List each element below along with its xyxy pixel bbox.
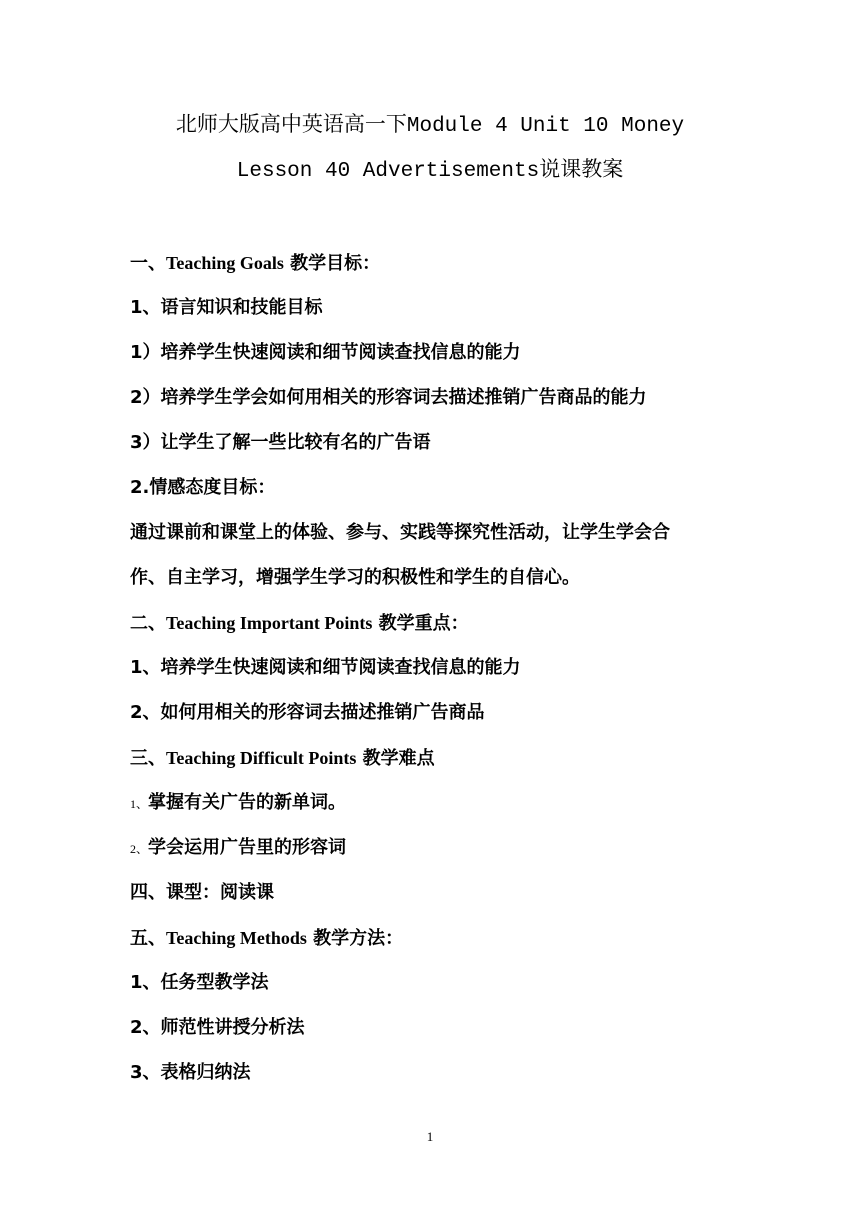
line-text: 课型：阅读课 <box>166 882 274 903</box>
line-prefix: 四、 <box>130 882 166 903</box>
line-english: Teaching Methods <box>166 928 307 948</box>
line-text: 任务型教学法 <box>160 972 269 993</box>
line-english: Teaching Difficult Points <box>166 748 357 768</box>
line-prefix: 三、 <box>130 748 166 769</box>
paragraph-line <box>130 519 740 547</box>
line-prefix: 1、 <box>130 972 161 993</box>
list-item <box>130 969 740 997</box>
line-text: 教学方法： <box>306 928 404 949</box>
section-heading-lesson-type <box>130 879 740 907</box>
list-item <box>130 834 740 863</box>
line-prefix: 2、 <box>130 842 149 856</box>
subheading-emotional-goals <box>130 474 740 502</box>
line-text: 掌握有关广告的新单词。 <box>148 792 347 813</box>
document-title-line-1: 北师大版高中英语高一下Module 4 Unit 10 Money <box>175 115 685 138</box>
line-prefix: 3、 <box>130 1062 161 1083</box>
line-text: 培养学生快速阅读和细节阅读查找信息的能力 <box>160 657 521 678</box>
line-text: 教学目标： <box>283 253 381 274</box>
line-english: Teaching Goals <box>166 253 284 273</box>
line-prefix: 五、 <box>130 928 166 949</box>
line-text: 情感态度目标： <box>149 477 276 498</box>
page-number: 1 <box>426 1129 434 1144</box>
line-text: 作、自主学习，增强学生学习的积极性和学生的自信心。 <box>130 567 580 588</box>
line-text: 教学难点 <box>356 748 435 769</box>
section-heading-teaching-goals <box>130 249 740 278</box>
line-english: Teaching Important Points <box>166 613 373 633</box>
line-prefix: 2） <box>130 387 161 408</box>
line-text: 培养学生学会如何用相关的形容词去描述推销广告商品的能力 <box>160 387 647 408</box>
list-item <box>130 699 740 727</box>
list-item <box>130 339 740 367</box>
line-text: 师范性讲授分析法 <box>160 1017 305 1038</box>
list-item <box>130 1014 740 1042</box>
line-text: 表格归纳法 <box>160 1062 251 1083</box>
line-text: 教学重点： <box>372 613 469 634</box>
section-heading-important-points <box>130 609 740 638</box>
line-prefix: 1、 <box>130 797 149 811</box>
line-prefix: 2、 <box>130 1017 161 1038</box>
list-item <box>130 789 740 818</box>
line-prefix: 一、 <box>130 253 166 274</box>
line-prefix: 3） <box>130 432 161 453</box>
line-text: 语言知识和技能目标 <box>160 297 323 318</box>
line-text: 培养学生快速阅读和细节阅读查找信息的能力 <box>160 342 521 363</box>
line-text: 通过课前和课堂上的体验、参与、实践等探究性活动，让学生学会合 <box>130 522 670 543</box>
line-text: 让学生了解一些比较有名的广告语 <box>160 432 431 453</box>
list-item <box>130 1059 740 1087</box>
line-prefix: 二、 <box>130 613 166 634</box>
line-text: 如何用相关的形容词去描述推销广告商品 <box>160 702 485 723</box>
line-prefix: 1、 <box>130 297 161 318</box>
line-text: 学会运用广告里的形容词 <box>148 837 347 858</box>
line-prefix: 1） <box>130 342 161 363</box>
list-item <box>130 429 740 457</box>
list-item <box>130 384 740 412</box>
line-prefix: 2. <box>130 477 150 498</box>
line-prefix: 2、 <box>130 702 161 723</box>
section-heading-teaching-methods <box>130 924 740 953</box>
line-prefix: 1、 <box>130 657 161 678</box>
paragraph-line <box>130 564 740 592</box>
list-item <box>130 654 740 682</box>
subheading-language-goals <box>130 294 740 322</box>
document-title-line-2: Lesson 40 Advertisements说课教案 <box>236 160 624 183</box>
section-heading-difficult-points <box>130 744 740 773</box>
